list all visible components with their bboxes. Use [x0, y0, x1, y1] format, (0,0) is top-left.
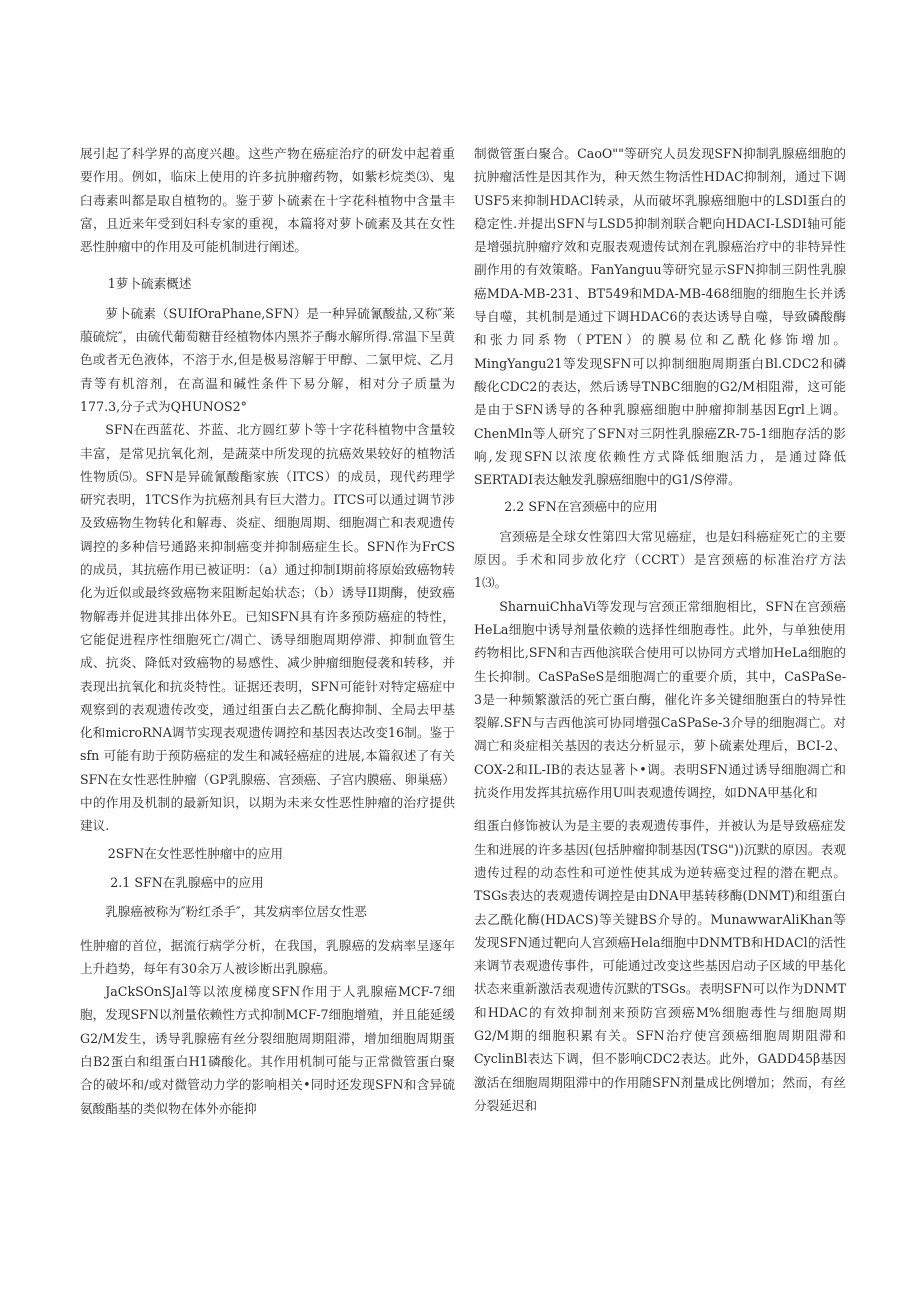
paragraph-2-1b: 性肿瘤的首位，据流行病学分析，在我国，乳腺癌的发病率呈逐年上升趋势，每年有30余万人被诊断出乳腺癌。 — [80, 937, 455, 976]
spacer — [474, 804, 846, 814]
section-heading-1: 1萝卜硫素概述 — [107, 276, 192, 292]
subsection-heading-2-1: 2.1 SFN在乳腺癌中的应用 — [110, 874, 264, 890]
right-column — [474, 142, 846, 1117]
spacer — [80, 924, 455, 934]
paragraph-1b: SFN在西蓝花、芥蓝、北方圆红萝卜等十字花科植物中含量较丰富，是常见抗氧化剂，是蔬菜中所发现的抗癌效果较好的植物活性物质⑸。SFN是异硫氰酸酯家族（ITCS）的成员，现代药理学研究表明，1TCS作为抗癌剂具有巨大潜力。ITCS可以通过调节涉及致癌物生物转化和解毒、炎症、细胞周期、细胞凋亡和表观遗传调控的多种信号通路来抑制癌变并抑制癌症生长。SFN作为FrCS的成员，其抗癌作用已被证明：（a）通过抑制I期前将原始致癌物转化为近似或最终致癌物来阻断起始状态；（b）诱导II期酶，使致癌物解毒并促进其排出体外E。已知SFN具有许多预防癌症的特性，它能促进程序性细胞死亡/凋亡、诱导细胞周期停滞、抑制血管生成、抗炎、降低对致癌物的易感性、减少肿瘤细胞侵袭和转移，并表现出抗氧化和抗炎特性。证据还表明，SFN可能针对特定癌症中观察到的表观遗传改变，通过组蛋白去乙酰化酶抑制、全局去甲基化和microRNA调节实现表观遗传调控和基因表达改变16制。鉴于 sfn 可能有助于预防癌症的发生和减轻癌症的进展,本篇叙述了有关SFN在女性恶性肿瘤（GP乳腺癌、宫颈癌、子宫内膜癌、卵巢癌）中的作用及机制的最新知识，以期为未来女性恶性肿瘤的治疗提供建议. — [80, 422, 455, 834]
paragraph-2-1a: 乳腺癌被称为″粉红杀手″，其发病率位居女性恶 — [105, 904, 367, 920]
paragraph-1a: 萝卜硫素（SUIfOraPhane,SFN）是一种异硫氰酸盐,又称″莱菔硫烷″，由硫代葡萄糖苷经植物体内黑芥子酶水解所得.常温下呈黄色或者无色液体，不溶于水,但是极易溶解于甲醇、二氯甲烷、乙月青等有机溶剂，在高温和碱性条件下易分解，相对分子质量为177.3,分子式为QHUNOS2° — [80, 305, 455, 414]
paragraph-right-b: 宫颈癌是全球女性第四大常见癌症，也是妇科癌症死亡的主要原因。手术和同步放化疗（CCRT）是宫颈癌的标准治疗方法1⑶。 — [474, 528, 846, 591]
section-heading-2: 2SFN在女性恶性肿瘤中的应用 — [107, 845, 283, 861]
paragraph-right-a: 制微管蛋白聚合。CaoO""等研究人员发现SFN抑制乳腺癌细胞的抗肿瘤活性是因其作为，种天然生物活性HDAC抑制剂，通过下调USF5来抑制HDACl转录，从而破坏乳腺癌细胞中的LSDl蛋白的稳定性.并提出SFN与LSD5抑制剂联合靶向HDACI-LSDI轴可能是增强抗肿瘤疗效和克服表观遗传试剂在乳腺癌治疗中的非特异性副作用的有效策略。FanYanguu等研究显示SFN抑制三阴性乳腺癌MDA-MB-231、BT549和MDA-MB-468细胞的细胞生长并诱导自噬，其机制是通过下调HDAC6的表达诱导自噬，导致磷酸酶和张力同系物（PTEN）的膜易位和乙酰化修饰增加。MingYangu21等发现SFN可以抑制细胞周期蛋白Bl.CDC2和磷酸化CDC2的表达，然后诱导TNBC细胞的G2/M相阻滞，这可能是由于SFN诱导的各种乳腺癌细胞中肿瘤抑制基因Egrl上调。ChenMln等人研究了SFN对三阴性乳腺癌ZR-75-1细胞存活的影响,发现SFN以浓度依赖性方式降低细胞活力，是通过降低SERTADI表达触发乳腺癌细胞中的G1/S停滞。 — [474, 146, 846, 488]
paragraph-right-c: SharnuiChhaVi等发现与宫颈正常细胞相比，SFN在宫颈癌HeLa细胞中诱导剂量依赖的选择性细胞毒性。此外，与单独使用药物相比,SFN和吉西他滨联合使用可以协同方式增加HeLa细胞的生长抑制。CaSPaSeS是细胞凋亡的重要介质，其中，CaSPaSe-3是一种频繁激活的死亡蛋白酶，催化许多关键细胞蛋白的特异性裂解.SFN与吉西他滨可协同增强CaSPaSe-3介导的细胞凋亡。对凋亡和炎症相关基因的表达分析显示，萝卜硫素处理后，BCI-2、COX-2和IL-IB的表达显著卜•调。表明SFN通过诱导细胞凋亡和抗炎作用发挥其抗癌作用U叫表观遗传调控，如DNA甲基化和 — [474, 598, 846, 801]
intro-paragraph: 展引起了科学界的高度兴趣。这些产物在癌症治疗的研发中起着重要作用。例如，临床上使用的许多抗肿瘤药物，如紫杉烷类⑶、鬼臼毒素叫都是取自植物的。鉴于萝卜硫素在十字花科植物中含量丰富，且近来年受到妇科专家的重视，本篇将对萝卜硫素及其在女性恶性肿瘤中的作用及可能机制进行阐述。 — [80, 146, 455, 255]
spacer — [80, 258, 455, 268]
paragraph-right-d: 组蛋白修饰被认为是主要的表观遗传事件，并被认为是导致癌症发生和进展的许多基因(包括肿瘤抑制基因(TSG"))沉默的原因。表观遗传过程的动态性和可逆性使其成为逆转癌变过程的潜在靶点。TSGs表达的表观遗传调控是由DNA甲基转移酶(DNMT)和组蛋白去乙酰化酶(HDACS)等关键BS介导的。MunawwarAliKhan等发现SFN通过靶向人宫颈癌Hela细胞中DNMTB和HDACl的活性来调节表观遗传事件，可能通过改变这些基因启动子区域的甲基化状态来重新激活表观遗传沉默的TSGs。表明SFN可以作为DNMT和HDAC的有效抑制剂来预防宫颈癌M%细胞毒性与细胞周期G2/M期的细胞积累有关。SFN治疗使宫颈癌细胞周期阻滞和CyclinBl表达下调，但不影响CDC2表达。此外，GADD45β基因激活在细胞周期阻滞中的作用随SFN剂量成比例增加；然而，有丝分裂延迟和 — [474, 818, 846, 1113]
left-column — [80, 142, 455, 1120]
paragraph-2-1c: JaCkSOnSJal等以浓度梯度SFN作用于人乳腺癌MCF-7细胞，发现SFN以剂量依赖性方式抑制MCF-7细胞增殖，并且能延缓G2/M发生，诱导乳腺癌有丝分裂细胞周期阻滞，增加细胞周期蛋白B2蛋白和组蛋白H1磷酸化。其作用机制可能与正常微管蛋白聚合的破坏和/或对微管动力学的影响相关•同时还发现SFN和含异硫氨酸酯基的类似物在体外亦能抑 — [80, 984, 455, 1116]
subsection-heading-2-2: 2.2 SFN在宫颈癌中的应用 — [504, 499, 658, 515]
